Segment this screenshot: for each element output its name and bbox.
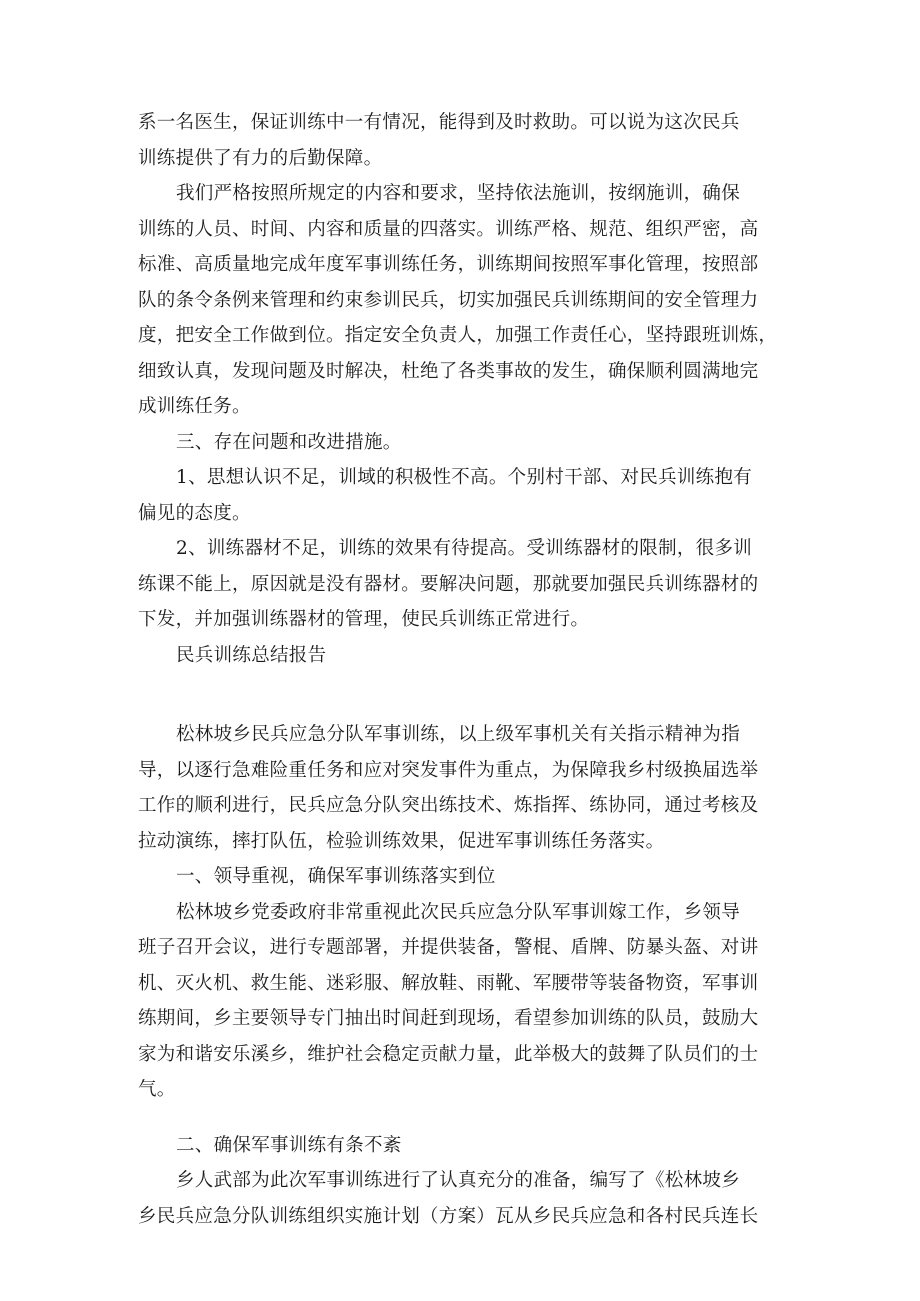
text-line: 民兵训练总结报告 [176,644,327,666]
text-line: 乡民兵应急分队训练组织实施计划（方案）瓦从乡民兵应急和各村民兵连长 [138,1205,759,1227]
text-line: 1、思想认识不足，训域的积极性不高。个别村干部、对民兵训练抱有 [176,467,753,488]
paragraph-gap [138,1108,798,1128]
document-page [138,105,798,1234]
text-line: 练课不能上，原因就是没有器材。要解决问题，那就要加强民兵训练器材的 [138,573,759,595]
text-line: 班子召开会议，进行专题部署，并提供装备，警棍、盾牌、防暴头盔、对讲 [138,937,759,958]
text-line: 工作的顺利进行，民兵应急分队突出练技术、炼指挥、练协同，通过考核及 [138,795,759,816]
text-line: 松林坡乡民兵应急分队军事训练，以上级军事机关有关指示精神为指 [176,724,741,745]
text-line: 我们严格按照所规定的内容和要求，坚持依法施训，按纲施训，确保 [176,183,741,204]
text-line: 2、训练器材不足，训练的效果有待提高。受训练器材的限制，很多训 [176,538,753,559]
text-line: 细致认真，发现问题及时解决，杜绝了各类事故的发生，确保顺利圆满地完 [138,360,759,382]
text-line: 松林坡乡党委政府非常重视此次民兵应急分队军事训嫁工作，乡领导 [176,901,741,923]
text-line: 机、灭火机、救生能、迷彩服、解放鞋、雨靴、军腰带等装备物资，军事训 [138,972,759,994]
text-line: 气。 [138,1079,176,1100]
text-line: 导，以逐行急难险重任务和应对突发事件为重点，为保障我乡村级换届选举 [138,759,759,781]
text-line: 三、存在问题和改进措施。 [176,431,402,453]
text-line: 一、领导重视，确保军事训练落实到位 [176,866,496,887]
text-line: 训练提供了有力的后勤保障。 [138,147,383,169]
text-line: 成训练任务。 [138,396,251,417]
text-line: 二、确保军事训练有条不紊 [176,1134,402,1156]
text-line: 度，把安全工作做到位。指定安全负责人，加强工作责任心，坚持跟班训炼， [138,325,778,346]
text-line: 家为和谐安乐溪乡，维护社会稳定贡献力量，此举极大的鼓舞了队员们的士 [138,1043,759,1065]
text-line: 乡人武部为此次军事训练进行了认真充分的准备，编写了《松林坡乡 [176,1170,741,1191]
text-line: 训练的人员、时间、内容和质量的四落实。训练严格、规范、组织严密，高 [138,218,759,240]
text-line: 拉动演练，摔打队伍，检验训练效果，促进军事训练任务落实。 [138,830,665,852]
paragraph-gap [138,673,798,717]
text-line: 队的条令条例来管理和约束参训民兵，切实加强民兵训练期间的安全管理力 [138,289,759,311]
text-line: 练期间，乡主要领导专门抽出时间赶到现场，看望参加训练的队员，鼓励大 [138,1008,759,1029]
text-line: 标准、高质量地完成年度军事训练任务，训练期间按照军事化管理，按照部 [138,254,759,275]
text-line: 偏见的态度。 [138,502,251,524]
text-line: 下发，并加强训练器材的管理，使民兵训练正常进行。 [138,609,590,630]
text-line: 系一名医生，保证训练中一有情况，能得到及时救助。可以说为这次民兵 [138,112,740,133]
